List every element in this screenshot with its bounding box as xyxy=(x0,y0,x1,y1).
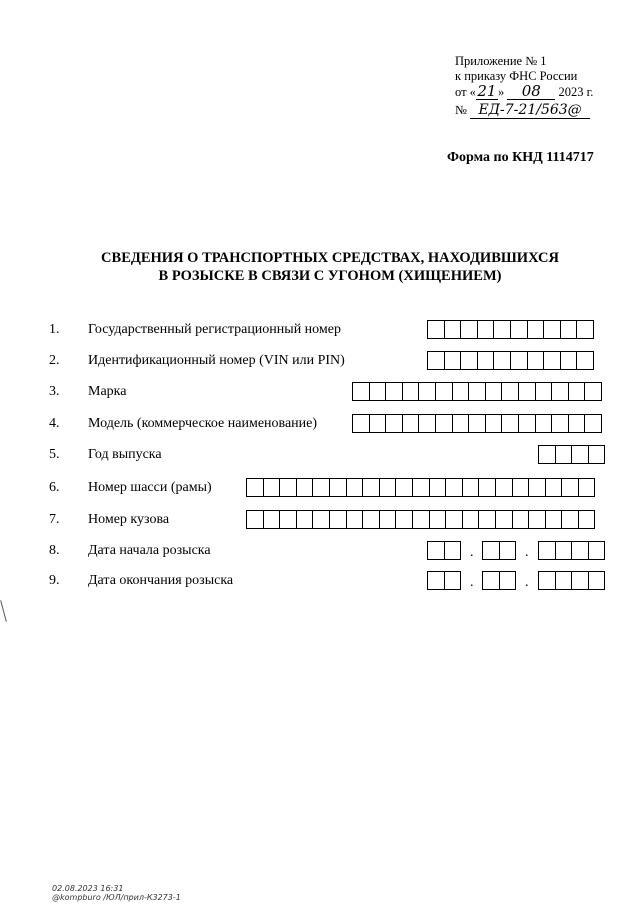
scan-edge-mark xyxy=(0,600,7,622)
date-separator: . xyxy=(470,545,474,560)
date-separator: . xyxy=(525,575,529,590)
form-title: СВЕДЕНИЯ О ТРАНСПОРТНЫХ СРЕДСТВАХ, НАХОДИВШИХСЯ В РОЗЫСКЕ В СВЯЗИ С УГОНОМ (ХИЩЕНИЕМ) xyxy=(101,250,559,284)
order-date-year: 2023 г. xyxy=(558,85,594,99)
order-reference: к приказу ФНС России xyxy=(455,69,578,83)
order-date: от «21» 08 2023 г. xyxy=(455,82,594,100)
row-model: 4. Модель (коммерческое наименование) xyxy=(0,414,640,434)
date-separator: . xyxy=(525,545,529,560)
registration-number-cells[interactable] xyxy=(427,320,593,339)
vin-cells[interactable] xyxy=(427,351,593,370)
model-cells[interactable] xyxy=(352,414,601,433)
search-start-month-cells[interactable] xyxy=(482,541,515,560)
row-year: 5. Год выпуска xyxy=(0,445,640,465)
search-start-day-cells[interactable] xyxy=(427,541,460,560)
search-end-month-cells[interactable] xyxy=(482,571,515,590)
appendix-title: Приложение № 1 xyxy=(455,54,547,68)
row-search-start-date: 8. Дата начала розыска . . xyxy=(0,541,640,561)
print-footer xyxy=(52,884,181,902)
row-body-number: 7. Номер кузова xyxy=(0,510,640,530)
order-date-day: 21 xyxy=(477,82,497,100)
date-separator: . xyxy=(470,575,474,590)
appendix-header xyxy=(455,54,593,119)
row-search-end-date: 9. Дата окончания розыска . . xyxy=(0,571,640,591)
row-chassis-number: 6. Номер шасси (рамы) xyxy=(0,478,640,498)
print-source: @kompburo /ЮЛ/прил-К3273-1 xyxy=(52,893,181,902)
search-start-year-cells[interactable] xyxy=(538,541,604,560)
form-code: Форма по КНД 1114717 xyxy=(447,150,594,165)
search-end-day-cells[interactable] xyxy=(427,571,460,590)
order-number: № ЕД-7-21/563@ xyxy=(455,103,593,119)
print-timestamp: 02.08.2023 16:31 xyxy=(52,884,124,893)
chassis-number-cells[interactable] xyxy=(246,478,594,497)
order-number-value: ЕД-7-21/563@ xyxy=(470,103,590,119)
row-vin: 2. Идентификационный номер (VIN или PIN) xyxy=(0,351,640,371)
search-end-year-cells[interactable] xyxy=(538,571,604,590)
row-registration-number: 1. Государственный регистрационный номер xyxy=(0,320,640,340)
year-cells[interactable] xyxy=(538,445,604,464)
body-number-cells[interactable] xyxy=(246,510,594,529)
order-date-month: 08 xyxy=(507,84,555,100)
brand-cells[interactable] xyxy=(352,382,601,401)
row-brand: 3. Марка xyxy=(0,382,640,402)
